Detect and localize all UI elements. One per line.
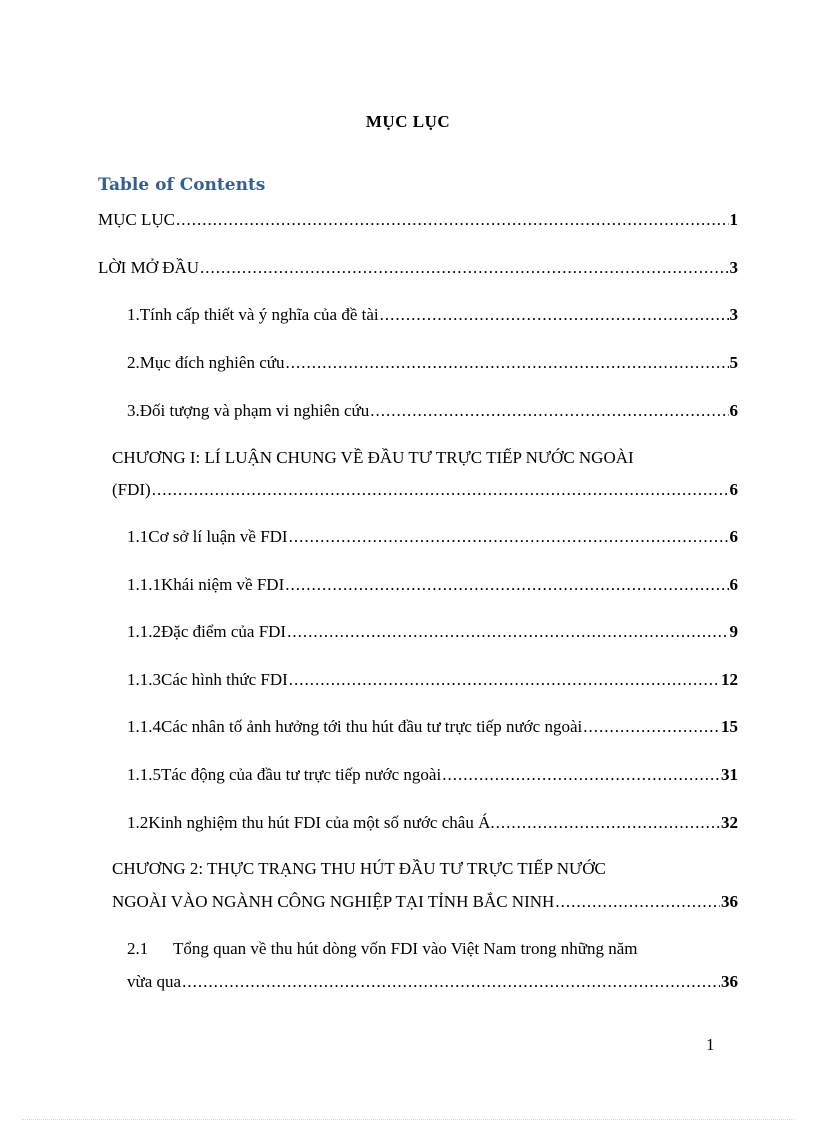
toc-heading: Table of Contents [98, 175, 266, 195]
dot-leader [370, 401, 728, 421]
toc-entry-2-1[interactable] [127, 972, 738, 992]
toc-entry-text-continued: vừa qua [127, 972, 182, 991]
toc-entry-text: Đối tượng và phạm vi nghiên cứu [139, 401, 370, 420]
toc-entry-1-1-4[interactable] [127, 717, 738, 737]
dot-leader [285, 353, 728, 373]
dot-leader [285, 575, 728, 595]
toc-entry-muc-luc[interactable] [98, 210, 738, 230]
toc-entry-1-1-3[interactable] [127, 670, 738, 690]
toc-entry-page: 36 [721, 972, 738, 991]
toc-entry-text: Tác động của đầu tư trực tiếp nước ngoài [161, 765, 442, 784]
toc-entry-chapter-2-line1[interactable] [112, 859, 606, 879]
toc-entry-text: Mục đích nghiên cứu [139, 353, 285, 372]
toc-entry-page: 31 [721, 765, 738, 784]
toc-entry-number: 1.1.3 [127, 670, 161, 689]
dot-leader [176, 210, 729, 230]
toc-entry-number: 1.1 [127, 527, 149, 546]
toc-entry-page: 6 [729, 401, 738, 420]
dot-leader [555, 892, 720, 912]
toc-entry-2[interactable] [127, 353, 738, 373]
toc-entry-text: Kinh nghiệm thu hút FDI của một số nước châu Á. [148, 813, 495, 832]
page-bottom-border [22, 1119, 794, 1120]
toc-entry-text: MỤC LỤC [98, 210, 175, 229]
dot-leader [152, 480, 729, 500]
toc-entry-chapter-2[interactable] [112, 892, 738, 912]
toc-entry-number: 1.1.2 [127, 622, 161, 641]
toc-entry-page: 3 [729, 258, 738, 277]
toc-entry-number: 1.1.1 [127, 575, 161, 594]
toc-entry-text: Các nhân tố ảnh hưởng tới thu hút đầu tư trực tiếp nước ngoài [161, 717, 583, 736]
dot-leader [289, 527, 729, 547]
toc-entry-text: CHƯƠNG I: LÍ LUẬN CHUNG VỀ ĐẦU TƯ TRỰC TIẾP NƯỚC NGOÀI [112, 448, 634, 467]
toc-entry-text: Tổng quan về thu hút dòng vốn FDI vào Việt Nam trong những năm [173, 939, 638, 958]
toc-entry-text-continued: (FDI) [112, 480, 151, 499]
dot-leader [583, 717, 720, 737]
toc-entry-number: 1.1.5 [127, 765, 161, 784]
toc-entry-text: Các hình thức FDI [161, 670, 288, 689]
toc-entry-1[interactable] [127, 305, 738, 325]
page-number: 1 [706, 1035, 715, 1054]
toc-entry-page: 12 [721, 670, 738, 689]
toc-entry-3[interactable] [127, 401, 738, 421]
toc-entry-1-1-5[interactable] [127, 765, 738, 785]
toc-entry-page: 6 [729, 527, 738, 546]
toc-entry-text: CHƯƠNG 2: THỰC TRẠNG THU HÚT ĐẦU TƯ TRỰC TIẾP NƯỚC [112, 859, 606, 878]
toc-entry-text-continued: NGOÀI VÀO NGÀNH CÔNG NGHIỆP TẠI TỈNH BẮC NINH [112, 892, 555, 911]
toc-entry-number: 2.1 [127, 939, 149, 958]
toc-entry-page: 6 [729, 575, 738, 594]
toc-entry-page: 1 [729, 210, 738, 229]
toc-entry-chapter-1[interactable] [112, 480, 738, 500]
toc-entry-2-1-line1[interactable] [127, 939, 637, 959]
toc-entry-page: 36 [721, 892, 738, 911]
toc-entry-number: 1. [127, 305, 140, 324]
toc-entry-text: Đặc điểm của FDI [161, 622, 287, 641]
toc-entry-page: 9 [729, 622, 738, 641]
toc-entry-1-1[interactable] [127, 527, 738, 547]
toc-entry-page: 5 [729, 353, 738, 372]
dot-leader [289, 670, 720, 690]
toc-entry-number: 3. [127, 401, 140, 420]
toc-entry-number: 1.1.4 [127, 717, 161, 736]
toc-entry-page: 6 [729, 480, 738, 499]
toc-entry-1-1-2[interactable] [127, 622, 738, 642]
toc-entry-page: 32 [721, 813, 738, 832]
toc-entry-text: LỜI MỞ ĐẦU [98, 258, 200, 277]
toc-entry-page: 3 [729, 305, 738, 324]
dot-leader [380, 305, 729, 325]
toc-entry-number: 2. [127, 353, 140, 372]
dot-leader [200, 258, 728, 278]
toc-entry-page: 15 [721, 717, 738, 736]
dot-leader [442, 765, 720, 785]
toc-entry-number: 1.2 [127, 813, 149, 832]
toc-entry-1-2[interactable] [127, 813, 738, 833]
toc-entry-loi-mo-dau[interactable] [98, 258, 738, 278]
toc-entry-text: Tính cấp thiết và ý nghĩa của đề tài [139, 305, 379, 324]
toc-entry-chapter-1-line1[interactable] [112, 448, 634, 468]
dot-leader [287, 622, 728, 642]
dot-leader [182, 972, 720, 992]
dot-leader [496, 813, 720, 833]
toc-entry-text: Khái niệm về FDI [161, 575, 285, 594]
toc-entry-1-1-1[interactable] [127, 575, 738, 595]
toc-entry-text: Cơ sở lí luận về FDI [148, 527, 288, 546]
page-title: MỤC LỤC [365, 112, 451, 131]
